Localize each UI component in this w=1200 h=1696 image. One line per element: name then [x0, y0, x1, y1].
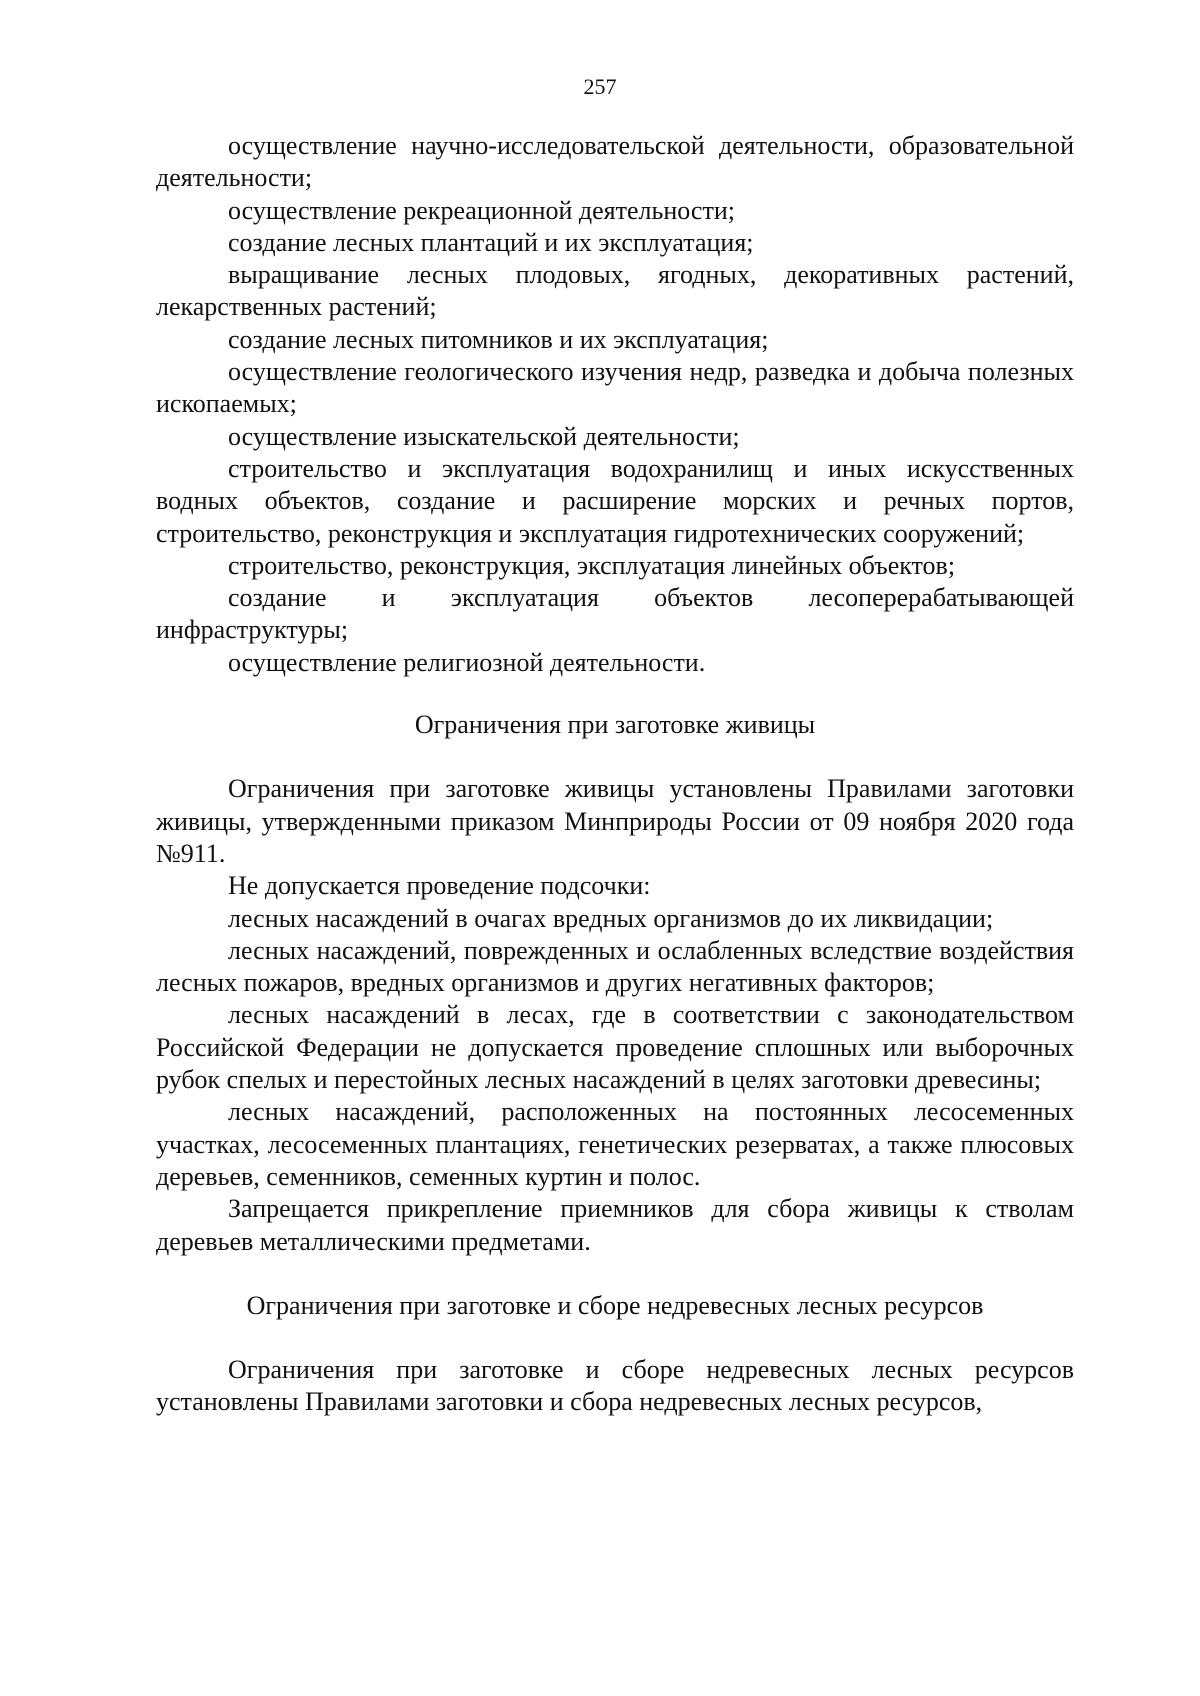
paragraph: выращивание лесных плодовых, ягодных, декоративных растений, лекарственных растений;	[156, 260, 1074, 322]
spacer	[156, 1322, 1074, 1354]
document-body	[156, 130, 1074, 1419]
paragraph: Ограничения при заготовке и сборе недревесных лесных ресурсов установлены Правилами заготовки и сбора недревесных лесных ресурсов,	[156, 1355, 1074, 1417]
spacer	[156, 1258, 1074, 1290]
paragraph: создание лесных плантаций и их эксплуатация;	[228, 227, 754, 257]
paragraph: создание и эксплуатация объектов лесоперерабатывающей инфраструктуры;	[156, 583, 1074, 645]
section-heading-non-timber: Ограничения при заготовке и сборе недревесных лесных ресурсов	[246, 1290, 984, 1320]
paragraph: лесных насаждений в лесах, где в соответствии с законодательством Российской Федерации не допускается проведение сплошных или выборочных рубок спелых и перестойных лесных насаждений в целях заготовки древесины;	[156, 1000, 1074, 1095]
paragraph: лесных насаждений в очагах вредных организмов до их ликвидации;	[228, 903, 994, 933]
paragraph: Запрещается прикрепление приемников для сбора живицы к стволам деревьев металлическими предметами.	[156, 1194, 1074, 1256]
paragraph: лесных насаждений, поврежденных и ослабленных вследствие воздействия лесных пожаров, вредных организмов и других негативных факторов;	[156, 935, 1074, 998]
spacer	[156, 741, 1074, 773]
paragraph: строительство, реконструкция, эксплуатация линейных объектов;	[228, 550, 956, 580]
paragraph: строительство и эксплуатация водохранилищ и иных искусственных водных объектов, создание и расширение морских и речных портов, строительство, реконструкция и эксплуатация гидротехнических сооружений;	[156, 453, 1074, 548]
spacer	[156, 679, 1074, 709]
paragraph: лесных насаждений, расположенных на постоянных лесосеменных участках, лесосеменных плантациях, генетических резерватах, а также плюсовых деревьев, семенников, семенных куртин и полос.	[156, 1097, 1074, 1191]
paragraph: осуществление научно-исследовательской деятельности, образовательной деятельности;	[156, 131, 1074, 193]
paragraph: Не допускается проведение подсочки:	[228, 871, 651, 901]
paragraph: осуществление изыскательской деятельности;	[228, 421, 740, 451]
paragraph: осуществление геологического изучения недр, разведка и добыча полезных ископаемых;	[156, 357, 1074, 419]
page-number: 257	[583, 74, 617, 99]
paragraph: создание лесных питомников и их эксплуатация;	[228, 324, 769, 354]
paragraph: осуществление религиозной деятельности.	[228, 647, 706, 677]
paragraph: Ограничения при заготовке живицы установлены Правилами заготовки живицы, утвержденными приказом Минприроды России от 09 ноября 2020 года №911.	[156, 774, 1074, 868]
section-heading-resin: Ограничения при заготовке живицы	[414, 710, 816, 740]
paragraph: осуществление рекреационной деятельности;	[228, 195, 735, 225]
